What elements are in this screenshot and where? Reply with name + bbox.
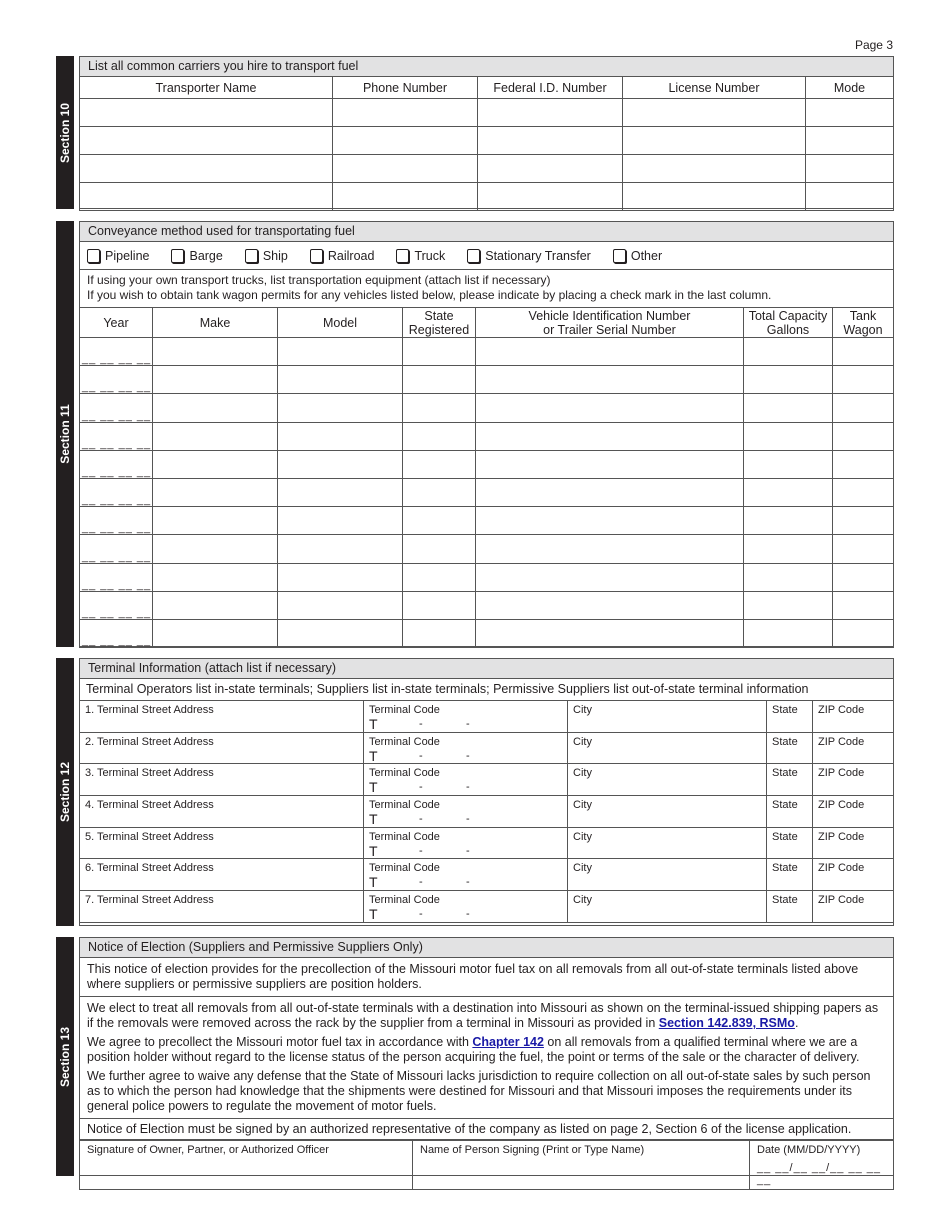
terminal-code-field[interactable]: Terminal Code T - -: [364, 701, 568, 733]
equipment-row: [80, 619, 894, 647]
page-number: Page 3: [854, 38, 893, 52]
carrier-phone-field[interactable]: [333, 127, 478, 155]
terminal-zip-field[interactable]: ZIP Code: [813, 764, 894, 796]
signing-note: Notice of Election must be signed by an authorized representative of the company as listed on page 2, Section 6 of the license application.: [80, 1119, 893, 1140]
col-make: Make: [153, 308, 278, 338]
terminal-code-field[interactable]: Terminal Code T - -: [364, 827, 568, 859]
tank-wagon-field[interactable]: [833, 422, 894, 450]
carrier-mode-field[interactable]: [806, 99, 894, 127]
year-field[interactable]: __ __ __ __: [80, 394, 153, 422]
vin-field[interactable]: [476, 394, 744, 422]
col-tank-wagon: Tank Wagon: [833, 308, 894, 338]
carriers-table: [79, 76, 894, 211]
make-field[interactable]: [153, 478, 278, 506]
vin-field[interactable]: [476, 563, 744, 591]
terminal-state-field[interactable]: State: [767, 701, 813, 733]
col-year: Year: [80, 308, 153, 338]
terminal-state-field[interactable]: State: [767, 796, 813, 828]
year-field[interactable]: __ __ __ __: [80, 338, 153, 366]
carrier-mode-field[interactable]: [806, 127, 894, 155]
carrier-name-field[interactable]: [80, 127, 333, 155]
equipment-row: [80, 338, 894, 366]
tank-wagon-field[interactable]: [833, 563, 894, 591]
section-12: [56, 658, 894, 926]
section-13: [56, 937, 894, 1186]
checkbox[interactable]: [613, 249, 626, 263]
terminal-city-field[interactable]: City: [568, 732, 767, 764]
terminal-city-field[interactable]: City: [568, 859, 767, 891]
model-field[interactable]: [278, 591, 403, 619]
terminal-state-field[interactable]: State: [767, 827, 813, 859]
terminal-state-field[interactable]: State: [767, 891, 813, 923]
date-field[interactable]: Date (MM/DD/YYYY) __ __/__ __/__ __ __ __: [750, 1141, 894, 1190]
equipment-instructions: If using your own transport trucks, list transportation equipment (attach list if necessary) If you wish to obtain tank wagon permits for any vehicles listed below, please indicate by placing a check mark in the last column.: [80, 270, 893, 308]
col-license-number: License Number: [623, 77, 806, 99]
year-field[interactable]: __ __ __ __: [80, 535, 153, 563]
make-field[interactable]: [153, 422, 278, 450]
carrier-fein-field[interactable]: [478, 127, 623, 155]
vin-field[interactable]: [476, 366, 744, 394]
make-field[interactable]: [153, 535, 278, 563]
election-paragraph-3: We further agree to waive any defense that the State of Missouri lacks jurisdiction to require collection on all out-of-state sales by such person as to which the person had knowledge that the shipments were destined for Missouri and that Missouri imposes the requirements under its general police powers to regulate the movement of motor fuels.: [80, 1067, 893, 1119]
col-total-capacity: Total Capacity Gallons: [744, 308, 833, 338]
equipment-row: [80, 507, 894, 535]
conveyance-method-checkboxes: [80, 242, 893, 270]
section-11-tab: Section 11: [56, 221, 74, 647]
tank-wagon-field[interactable]: [833, 535, 894, 563]
terminal-code-field[interactable]: Terminal Code T - -: [364, 732, 568, 764]
col-model: Model: [278, 308, 403, 338]
year-field[interactable]: __ __ __ __: [80, 591, 153, 619]
method-stationary-transfer[interactable]: Stationary Transfer: [467, 249, 591, 263]
tank-wagon-field[interactable]: [833, 450, 894, 478]
col-vin: Vehicle Identification Number or Trailer Serial Number: [476, 308, 744, 338]
section-10-header: List all common carriers you hire to transport fuel: [80, 57, 893, 77]
model-field[interactable]: [278, 366, 403, 394]
model-field[interactable]: [278, 563, 403, 591]
model-field[interactable]: [278, 535, 403, 563]
terminal-city-field[interactable]: City: [568, 701, 767, 733]
model-field[interactable]: [278, 422, 403, 450]
make-field[interactable]: [153, 450, 278, 478]
method-ship[interactable]: Ship: [245, 249, 288, 263]
model-field[interactable]: [278, 450, 403, 478]
terminal-row: [80, 859, 894, 891]
terminal-table: [79, 700, 894, 923]
carrier-fein-field[interactable]: [478, 183, 623, 211]
method-other[interactable]: Other: [613, 249, 662, 263]
state-registered-field[interactable]: [403, 394, 476, 422]
checkbox[interactable]: [310, 249, 323, 263]
capacity-field[interactable]: [744, 338, 833, 366]
year-field[interactable]: __ __ __ __: [80, 366, 153, 394]
terminal-code-field[interactable]: Terminal Code T - -: [364, 796, 568, 828]
section-10: [56, 56, 894, 209]
col-state-registered: State Registered: [403, 308, 476, 338]
tank-wagon-field[interactable]: [833, 591, 894, 619]
make-field[interactable]: [153, 394, 278, 422]
checkbox[interactable]: [467, 249, 480, 263]
model-field[interactable]: [278, 619, 403, 647]
terminal-street-address-field[interactable]: 1. Terminal Street Address: [80, 701, 364, 733]
terminal-row: [80, 891, 894, 923]
model-field[interactable]: [278, 394, 403, 422]
vin-field[interactable]: [476, 507, 744, 535]
tank-wagon-field[interactable]: [833, 394, 894, 422]
carrier-license-field[interactable]: [623, 127, 806, 155]
terminal-street-address-field[interactable]: 6. Terminal Street Address: [80, 859, 364, 891]
terminal-row: [80, 827, 894, 859]
state-registered-field[interactable]: [403, 563, 476, 591]
vin-field[interactable]: [476, 450, 744, 478]
method-truck[interactable]: Truck: [396, 249, 445, 263]
signature-table: [79, 1140, 894, 1190]
state-registered-field[interactable]: [403, 366, 476, 394]
tank-wagon-field[interactable]: [833, 366, 894, 394]
section-13-tab: Section 13: [56, 937, 74, 1176]
capacity-field[interactable]: [744, 591, 833, 619]
vin-field[interactable]: [476, 338, 744, 366]
col-phone-number: Phone Number: [333, 77, 478, 99]
terminal-street-address-field[interactable]: 3. Terminal Street Address: [80, 764, 364, 796]
carrier-row: [80, 183, 894, 211]
carrier-mode-field[interactable]: [806, 183, 894, 211]
state-registered-field[interactable]: [403, 619, 476, 647]
signer-name-field[interactable]: Name of Person Signing (Print or Type Name): [413, 1141, 750, 1190]
checkbox[interactable]: [171, 249, 184, 263]
vin-field[interactable]: [476, 535, 744, 563]
year-field[interactable]: __ __ __ __: [80, 507, 153, 535]
tank-wagon-field[interactable]: [833, 478, 894, 506]
equipment-row: [80, 591, 894, 619]
carrier-phone-field[interactable]: [333, 155, 478, 183]
make-field[interactable]: [153, 619, 278, 647]
col-mode: Mode: [806, 77, 894, 99]
carrier-name-field[interactable]: [80, 183, 333, 211]
model-field[interactable]: [278, 507, 403, 535]
checkbox[interactable]: [87, 249, 100, 263]
signature-field[interactable]: Signature of Owner, Partner, or Authorized Officer: [80, 1141, 413, 1190]
year-field[interactable]: __ __ __ __: [80, 450, 153, 478]
tank-wagon-field[interactable]: [833, 619, 894, 647]
equipment-row: [80, 422, 894, 450]
equipment-table: [79, 307, 894, 648]
method-railroad[interactable]: Railroad: [310, 249, 375, 263]
col-transporter-name: Transporter Name: [80, 77, 333, 99]
notice-intro: This notice of election provides for the precollection of the Missouri motor fuel tax on all removals from all out-of-state terminals listed above where suppliers or permissive suppliers are position holders.: [80, 958, 893, 997]
terminal-state-field[interactable]: State: [767, 859, 813, 891]
terminal-city-field[interactable]: City: [568, 827, 767, 859]
terminal-zip-field[interactable]: ZIP Code: [813, 859, 894, 891]
terminal-code-field[interactable]: Terminal Code T - -: [364, 891, 568, 923]
capacity-field[interactable]: [744, 507, 833, 535]
section-12-header: Terminal Information (attach list if necessary): [80, 659, 893, 679]
carrier-fein-field[interactable]: [478, 99, 623, 127]
state-registered-field[interactable]: [403, 338, 476, 366]
state-registered-field[interactable]: [403, 450, 476, 478]
terminal-zip-field[interactable]: ZIP Code: [813, 796, 894, 828]
state-registered-field[interactable]: [403, 478, 476, 506]
carrier-row: [80, 127, 894, 155]
terminal-row: [80, 701, 894, 733]
vin-field[interactable]: [476, 478, 744, 506]
terminal-row: [80, 796, 894, 828]
year-field[interactable]: __ __ __ __: [80, 422, 153, 450]
capacity-field[interactable]: [744, 478, 833, 506]
capacity-field[interactable]: [744, 422, 833, 450]
col-federal-id: Federal I.D. Number: [478, 77, 623, 99]
make-field[interactable]: [153, 507, 278, 535]
capacity-field[interactable]: [744, 619, 833, 647]
equipment-row: [80, 394, 894, 422]
terminal-state-field[interactable]: State: [767, 732, 813, 764]
section-10-tab: Section 10: [56, 56, 74, 209]
make-field[interactable]: [153, 338, 278, 366]
carrier-license-field[interactable]: [623, 155, 806, 183]
terminal-street-address-field[interactable]: 4. Terminal Street Address: [80, 796, 364, 828]
chapter-142-link[interactable]: Chapter 142: [472, 1035, 544, 1049]
terminal-code-field[interactable]: Terminal Code T - -: [364, 859, 568, 891]
terminal-city-field[interactable]: City: [568, 796, 767, 828]
checkbox[interactable]: [245, 249, 258, 263]
capacity-field[interactable]: [744, 394, 833, 422]
vin-field[interactable]: [476, 619, 744, 647]
capacity-field[interactable]: [744, 563, 833, 591]
carrier-row: [80, 99, 894, 127]
method-barge[interactable]: Barge: [171, 249, 222, 263]
terminal-instructions: Terminal Operators list in-state terminals; Suppliers list in-state terminals; Permissive Suppliers list out-of-state terminal information: [80, 679, 893, 701]
state-registered-field[interactable]: [403, 535, 476, 563]
terminal-street-address-field[interactable]: 2. Terminal Street Address: [80, 732, 364, 764]
terminal-street-address-field[interactable]: 5. Terminal Street Address: [80, 827, 364, 859]
state-registered-field[interactable]: [403, 422, 476, 450]
terminal-zip-field[interactable]: ZIP Code: [813, 891, 894, 923]
model-field[interactable]: [278, 478, 403, 506]
terminal-city-field[interactable]: City: [568, 891, 767, 923]
year-field[interactable]: __ __ __ __: [80, 478, 153, 506]
make-field[interactable]: [153, 366, 278, 394]
equipment-row: [80, 535, 894, 563]
method-pipeline[interactable]: Pipeline: [87, 249, 149, 263]
terminal-row: [80, 764, 894, 796]
equipment-row: [80, 563, 894, 591]
capacity-field[interactable]: [744, 450, 833, 478]
terminal-state-field[interactable]: State: [767, 764, 813, 796]
state-registered-field[interactable]: [403, 507, 476, 535]
equipment-row: [80, 478, 894, 506]
terminal-row: [80, 732, 894, 764]
capacity-field[interactable]: [744, 366, 833, 394]
carrier-phone-field[interactable]: [333, 183, 478, 211]
election-paragraph-2: We agree to precollect the Missouri motor fuel tax in accordance with Chapter 142 on all removals from a qualified terminal where we are a position holder without regard to the license status of the person acquiring the fuel, the point or terms of the sale or the character of delivery.: [87, 1035, 860, 1064]
tank-wagon-field[interactable]: [833, 507, 894, 535]
section-11-header: Conveyance method used for transportating fuel: [80, 222, 893, 242]
terminal-street-address-field[interactable]: 7. Terminal Street Address: [80, 891, 364, 923]
tank-wagon-field[interactable]: [833, 338, 894, 366]
equipment-row: [80, 366, 894, 394]
make-field[interactable]: [153, 591, 278, 619]
terminal-code-field[interactable]: Terminal Code T - -: [364, 764, 568, 796]
carrier-name-field[interactable]: [80, 99, 333, 127]
checkbox[interactable]: [396, 249, 409, 263]
state-registered-field[interactable]: [403, 591, 476, 619]
equipment-row: [80, 450, 894, 478]
year-field[interactable]: __ __ __ __: [80, 619, 153, 647]
carrier-fein-field[interactable]: [478, 155, 623, 183]
carrier-mode-field[interactable]: [806, 155, 894, 183]
capacity-field[interactable]: [744, 535, 833, 563]
section-12-tab: Section 12: [56, 658, 74, 926]
carrier-license-field[interactable]: [623, 183, 806, 211]
carrier-row: [80, 155, 894, 183]
vin-field[interactable]: [476, 422, 744, 450]
terminal-zip-field[interactable]: ZIP Code: [813, 701, 894, 733]
year-field[interactable]: __ __ __ __: [80, 563, 153, 591]
terminal-city-field[interactable]: City: [568, 764, 767, 796]
vin-field[interactable]: [476, 591, 744, 619]
carrier-phone-field[interactable]: [333, 99, 478, 127]
section-13-header: Notice of Election (Suppliers and Permissive Suppliers Only): [80, 938, 893, 958]
make-field[interactable]: [153, 563, 278, 591]
section-11: [56, 221, 894, 647]
terminal-zip-field[interactable]: ZIP Code: [813, 827, 894, 859]
election-paragraph-1: We elect to treat all removals from all out-of-state terminals with a destination into Missouri as shown on the terminal-issued shipping papers as if the removals were removed across the rack by the supplier from a terminal in Missouri as provided in Section 142.839, RSMo.: [87, 1001, 879, 1030]
model-field[interactable]: [278, 338, 403, 366]
terminal-zip-field[interactable]: ZIP Code: [813, 732, 894, 764]
section-142-839-link[interactable]: Section 142.839, RSMo: [658, 1016, 795, 1030]
carrier-name-field[interactable]: [80, 155, 333, 183]
carrier-license-field[interactable]: [623, 99, 806, 127]
